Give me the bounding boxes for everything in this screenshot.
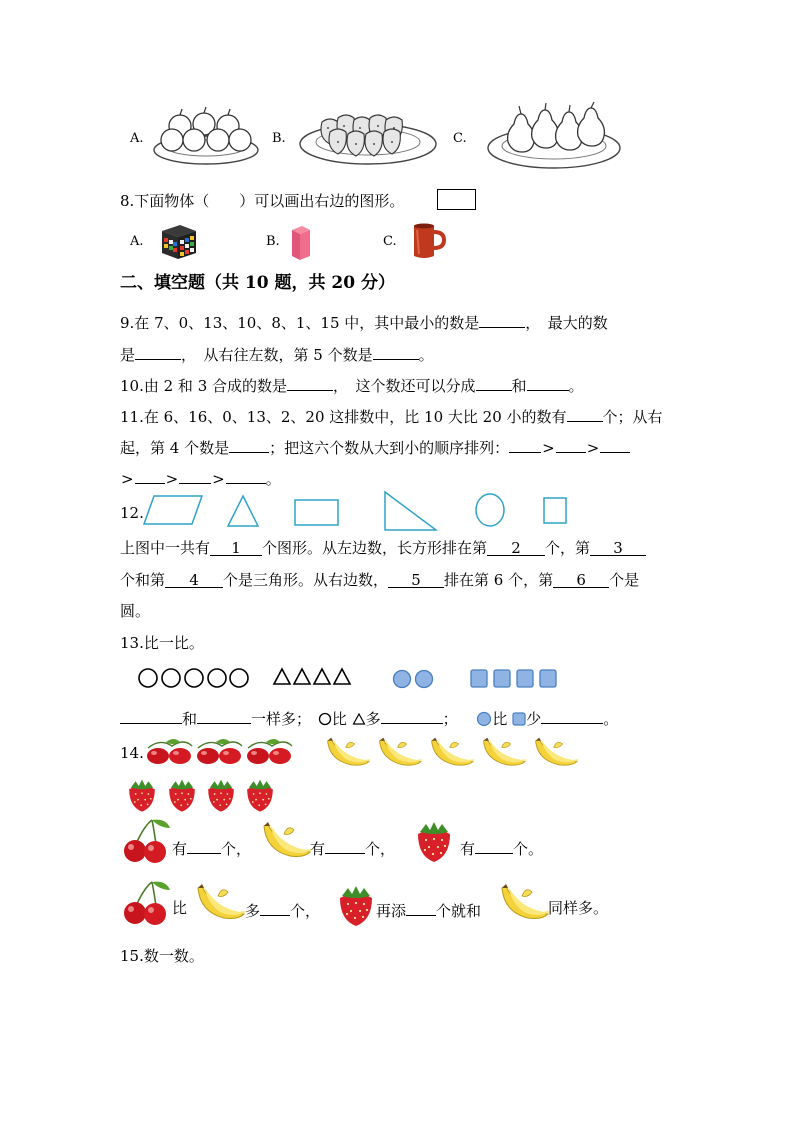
question-13-answer-line: 和 一样多； 比 多 ； 比 少 。 <box>120 706 618 729</box>
question-12-line-2: 个和第 4 个是三角形。从右边数， 5 排在第 6 个，第 6 个是 <box>120 571 640 589</box>
section-title: 二、填空题（共 10 题，共 20 分） <box>120 273 395 293</box>
blank-split-part-2[interactable] <box>527 373 569 391</box>
strawberry-plate-image <box>298 104 438 168</box>
rubiks-cube-icon <box>158 223 198 261</box>
banana-icon <box>380 738 423 766</box>
rectangle-shape <box>295 500 338 525</box>
cherry-icon <box>122 818 172 870</box>
greater-than-sign: > <box>586 439 600 457</box>
question-12-label: 12. <box>120 504 144 522</box>
blank-order-5[interactable] <box>179 466 211 484</box>
option-c-label: C. <box>453 131 467 146</box>
blank-triangle-position-1[interactable]: 3 <box>590 538 646 556</box>
question-11-line-3: > > > 。 <box>120 466 281 489</box>
greater-than-sign: > <box>121 470 134 488</box>
blue-square-icon <box>512 712 526 726</box>
blank-strawberry-add[interactable] <box>406 898 436 916</box>
blank-fourth-from-right[interactable] <box>229 435 269 453</box>
banana-icon <box>536 738 579 766</box>
blank-min-number[interactable] <box>479 310 525 328</box>
blank-cherry-count[interactable] <box>187 836 221 854</box>
greater-than-sign: > <box>542 439 555 457</box>
cherry-icon <box>122 880 172 932</box>
question-14-label: 14. <box>120 744 144 762</box>
question-13-label: 13.比一比。 <box>120 634 204 652</box>
q14-fruit-row-1 <box>146 734 586 768</box>
strawberry-icon <box>414 820 456 866</box>
blank-strawberry-count[interactable] <box>475 836 513 854</box>
banana-icon <box>328 738 371 766</box>
square-shape <box>544 498 566 523</box>
question-11-line-1: 11.在 6、16、0、13、2、20 这排数中，比 10 大比 20 小的数有 个；从右 <box>120 404 663 427</box>
cuboid-block-icon <box>288 224 314 262</box>
banana-icon <box>194 882 246 930</box>
blank-triangle-position-2[interactable]: 4 <box>165 570 223 588</box>
question-9-line-2: 是 ， 从右往左数，第 5 个数是 。 <box>120 342 434 365</box>
banana-icon <box>484 738 527 766</box>
mug-icon <box>406 222 446 262</box>
parallelogram-shape <box>144 496 202 524</box>
more-count-text: 多 个， <box>245 898 320 921</box>
cherry-compare-text: 比 <box>172 899 188 917</box>
question-8-text: 8.下面物体（ ）可以画出右边的图形。 <box>120 192 405 210</box>
greater-than-sign: > <box>165 470 179 488</box>
circle-shape <box>476 494 504 526</box>
greater-than-sign: > <box>212 470 225 488</box>
q8-option-a-label: A. <box>130 234 144 249</box>
question-10: 10.由 2 和 3 合成的数是 ， 这个数还可以分成 和 。 <box>120 373 584 396</box>
blank-circle-more[interactable] <box>381 706 443 724</box>
q14-fruit-row-2 <box>126 778 286 814</box>
blank-circle-less[interactable] <box>541 706 603 724</box>
triangle-shape <box>228 496 258 526</box>
blank-split-part-1[interactable] <box>476 373 512 391</box>
blank-rectangle-position[interactable]: 2 <box>487 538 545 556</box>
blank-order-6[interactable] <box>226 466 266 484</box>
strawberry-icon <box>208 780 234 812</box>
blank-composed-number[interactable] <box>287 373 333 391</box>
triangle-icon <box>352 712 366 726</box>
blue-squares-group <box>471 670 556 687</box>
cherries-icon <box>247 739 292 764</box>
add-more-text: 再添 个就和 <box>376 898 481 921</box>
question-12-line-1: 上图中一共有 1 个图形。从左边数，长方形排在第 2 个，第 3 <box>120 538 646 558</box>
pear-plate-image <box>486 102 622 172</box>
option-b-label: B. <box>272 131 286 146</box>
blank-max-number[interactable] <box>135 342 181 360</box>
banana-count-text: 有 个， <box>310 836 395 859</box>
blank-circle-position[interactable]: 6 <box>553 570 609 588</box>
rectangle-outline-figure <box>437 189 476 210</box>
right-triangle-shape <box>385 492 436 530</box>
blue-circle-icon <box>476 711 492 727</box>
q13-shapes-row <box>136 666 566 690</box>
blank-order-1[interactable] <box>509 435 541 453</box>
blank-fifth-from-right[interactable] <box>373 342 419 360</box>
blank-order-2[interactable] <box>556 435 586 453</box>
question-12-line-3: 圆。 <box>120 602 151 620</box>
apple-plate-image <box>150 104 262 168</box>
blank-total-shapes[interactable]: 1 <box>210 538 262 556</box>
banana-icon <box>260 820 312 868</box>
circle-icon <box>318 712 332 726</box>
blank-banana-count[interactable] <box>325 836 365 854</box>
circles-group <box>139 669 248 687</box>
strawberry-icon <box>169 780 195 812</box>
banana-icon <box>498 882 550 930</box>
q8-option-c-label: C. <box>383 234 397 249</box>
strawberry-icon <box>247 780 273 812</box>
question-11-line-2: 起，第 4 个数是 ；把这六个数从大到小的顺序排列： > > <box>120 435 630 458</box>
blank-cherry-more-than-banana[interactable] <box>260 898 290 916</box>
strawberry-icon <box>336 884 378 930</box>
cherry-count-text: 有 个， <box>172 836 251 859</box>
blank-order-3[interactable] <box>600 435 630 453</box>
blank-sixth-from-right[interactable]: 5 <box>388 570 444 588</box>
same-amount-text: 同样多。 <box>548 899 609 917</box>
option-a-label: A. <box>130 131 144 146</box>
cherries-icon <box>197 739 242 764</box>
question-15-label: 15.数一数。 <box>120 947 204 965</box>
q12-shapes-row <box>140 490 580 536</box>
blue-circles-group <box>394 671 433 688</box>
blank-equal-2[interactable] <box>197 706 251 724</box>
triangles-group <box>274 669 350 684</box>
strawberry-count-text: 有 个。 <box>460 836 543 859</box>
cherries-icon <box>147 739 192 764</box>
strawberry-icon <box>129 780 155 812</box>
banana-icon <box>432 738 475 766</box>
question-9-line-1: 9.在 7、0、13、10、8、1、15 中，其中最小的数是 ， 最大的数 <box>120 310 608 333</box>
q8-option-b-label: B. <box>266 234 280 249</box>
blank-count-between[interactable] <box>567 404 603 422</box>
blank-equal-1[interactable] <box>120 706 182 724</box>
blank-order-4[interactable] <box>135 466 165 484</box>
